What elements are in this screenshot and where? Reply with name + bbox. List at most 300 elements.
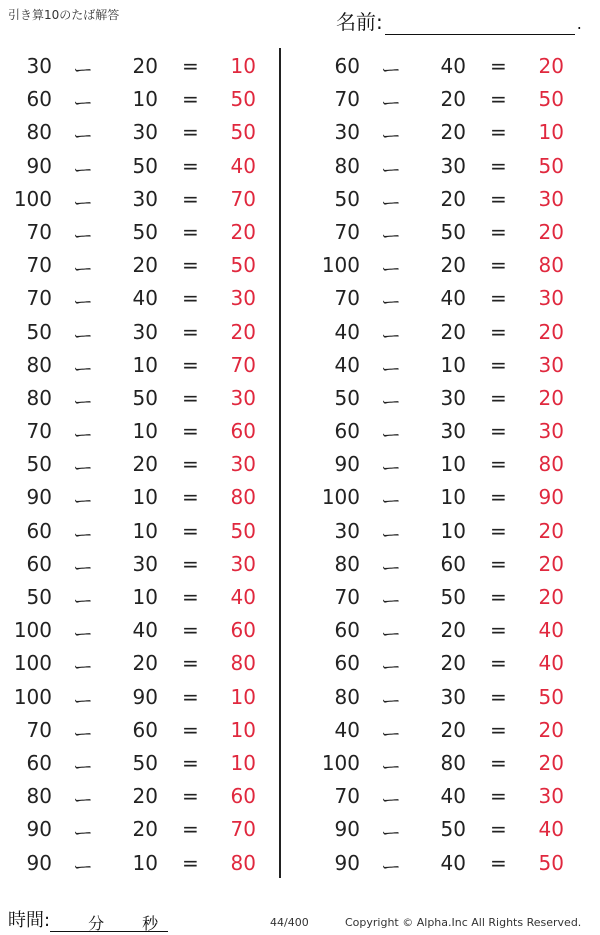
minus-sign: ー [381, 589, 401, 613]
problem-row [316, 380, 586, 413]
minus-sign: ー [73, 356, 93, 381]
equals-sign: = [490, 651, 507, 676]
subtrahend: 10 [132, 585, 158, 609]
minus-sign: ー [381, 622, 401, 647]
minuend: 80 [334, 153, 360, 178]
subtrahend: 50 [440, 817, 466, 842]
subtrahend: 30 [132, 120, 158, 145]
minus-sign: ー [381, 223, 401, 248]
equals-sign: = [182, 684, 199, 709]
minus-sign: ー [381, 522, 401, 547]
problem-row [8, 645, 278, 678]
equals-sign: = [182, 585, 199, 609]
subtrahend: 20 [440, 319, 466, 344]
problem-row [8, 247, 278, 280]
answer: 40 [538, 618, 564, 643]
problem-row [316, 679, 586, 712]
answer: 60 [230, 784, 256, 809]
minuend: 90 [334, 452, 360, 477]
minus-sign: ー [381, 190, 401, 215]
equals-sign: = [490, 485, 507, 510]
equals-sign: = [490, 551, 507, 576]
column-divider [279, 48, 281, 878]
problem-row [8, 81, 278, 114]
problem-row [8, 314, 278, 347]
problem-row [316, 114, 586, 147]
minuend: 60 [334, 54, 360, 78]
problem-row [316, 413, 586, 446]
subtrahend: 10 [132, 485, 158, 510]
subtrahend: 30 [440, 684, 466, 709]
equals-sign: = [490, 618, 507, 643]
minuend: 80 [26, 120, 52, 145]
equals-sign: = [490, 219, 507, 244]
subtrahend: 20 [132, 784, 158, 809]
equals-sign: = [182, 817, 199, 842]
minus-sign: ー [381, 854, 401, 879]
answer: 20 [538, 750, 564, 775]
answer: 10 [230, 54, 256, 78]
minus-sign: ー [381, 124, 401, 149]
problem-row [316, 479, 586, 512]
minuend: 50 [334, 385, 360, 410]
minuend: 60 [334, 618, 360, 643]
minuend: 60 [334, 419, 360, 444]
subtrahend: 10 [132, 87, 158, 112]
answer: 70 [230, 817, 256, 842]
answer: 70 [230, 352, 256, 377]
answer: 50 [538, 153, 564, 178]
answer: 60 [230, 618, 256, 643]
problem-row [316, 845, 586, 878]
answer: 20 [538, 717, 564, 742]
problem-row [316, 181, 586, 214]
minuend: 60 [26, 87, 52, 112]
equals-sign: = [182, 618, 199, 643]
seconds-label: 秒 [142, 914, 159, 933]
minuend: 100 [13, 618, 52, 643]
answer: 50 [538, 850, 564, 875]
answer: 80 [230, 485, 256, 510]
equals-sign: = [490, 452, 507, 477]
equals-sign: = [182, 186, 199, 211]
subtrahend: 20 [440, 186, 466, 211]
right-problem-column [316, 48, 586, 878]
equals-sign: = [182, 518, 199, 543]
minus-sign: ー [73, 257, 93, 282]
subtrahend: 30 [132, 186, 158, 211]
answer: 40 [538, 651, 564, 676]
subtrahend: 10 [132, 850, 158, 875]
subtrahend: 10 [440, 352, 466, 377]
minus-sign: ー [381, 754, 401, 779]
minus-sign: ー [73, 223, 93, 248]
minus-sign: ー [381, 389, 401, 414]
minuend: 70 [26, 419, 52, 444]
problem-row [316, 811, 586, 844]
equals-sign: = [490, 87, 507, 112]
equals-sign: = [490, 585, 507, 609]
subtrahend: 10 [132, 352, 158, 377]
answer: 10 [230, 684, 256, 709]
equals-sign: = [490, 717, 507, 742]
minus-sign: ー [381, 356, 401, 381]
name-end-mark: . [576, 14, 582, 33]
answer: 10 [230, 717, 256, 742]
problem-row [316, 148, 586, 181]
answer: 50 [538, 87, 564, 112]
subtrahend: 40 [440, 286, 466, 311]
answer: 50 [230, 518, 256, 543]
minuend: 70 [26, 286, 52, 311]
minus-sign: ー [381, 721, 401, 746]
minuend: 100 [321, 750, 360, 775]
minus-sign: ー [381, 58, 401, 82]
equals-sign: = [490, 286, 507, 311]
answer: 30 [230, 452, 256, 477]
subtrahend: 20 [440, 618, 466, 643]
minuend: 30 [26, 54, 52, 78]
equals-sign: = [490, 385, 507, 410]
minuend: 40 [334, 352, 360, 377]
problem-row [8, 479, 278, 512]
answer: 10 [230, 750, 256, 775]
answer: 90 [538, 485, 564, 510]
subtrahend: 40 [440, 784, 466, 809]
minuend: 70 [334, 784, 360, 809]
minuend: 30 [334, 120, 360, 145]
answer: 20 [538, 319, 564, 344]
equals-sign: = [490, 253, 507, 278]
subtrahend: 30 [132, 551, 158, 576]
problem-row [316, 347, 586, 380]
subtrahend: 20 [440, 651, 466, 676]
subtrahend: 50 [132, 750, 158, 775]
minus-sign: ー [73, 124, 93, 149]
problem-row [316, 778, 586, 811]
minuend: 100 [13, 684, 52, 709]
answer: 20 [538, 585, 564, 609]
problem-row [8, 280, 278, 313]
minus-sign: ー [73, 389, 93, 414]
page-number: 44/400 [270, 916, 309, 929]
minus-sign: ー [73, 91, 93, 116]
minuend: 60 [334, 651, 360, 676]
minus-sign: ー [73, 655, 93, 680]
answer: 30 [230, 551, 256, 576]
equals-sign: = [182, 850, 199, 875]
minus-sign: ー [73, 423, 93, 448]
problem-row [316, 546, 586, 579]
equals-sign: = [182, 319, 199, 344]
problem-row [316, 214, 586, 247]
subtrahend: 20 [132, 651, 158, 676]
minus-sign: ー [381, 423, 401, 448]
problem-row [316, 745, 586, 778]
minus-sign: ー [73, 489, 93, 514]
minus-sign: ー [73, 721, 93, 746]
equals-sign: = [182, 286, 199, 311]
equals-sign: = [182, 419, 199, 444]
problem-row [8, 148, 278, 181]
subtrahend: 40 [440, 54, 466, 78]
minuend: 70 [26, 717, 52, 742]
minus-sign: ー [73, 190, 93, 215]
equals-sign: = [490, 153, 507, 178]
name-label: 名前: [336, 10, 383, 34]
minus-sign: ー [381, 157, 401, 182]
equals-sign: = [490, 850, 507, 875]
problem-row [8, 679, 278, 712]
minuend: 70 [26, 219, 52, 244]
minuend: 100 [13, 651, 52, 676]
equals-sign: = [182, 87, 199, 112]
minus-sign: ー [73, 323, 93, 348]
copyright-notice: Copyright © Alpha.Inc All Rights Reserved. [345, 916, 582, 929]
subtrahend: 50 [440, 219, 466, 244]
equals-sign: = [182, 452, 199, 477]
problem-row [316, 712, 586, 745]
subtrahend: 40 [132, 618, 158, 643]
problem-row [8, 546, 278, 579]
equals-sign: = [182, 385, 199, 410]
problem-row [316, 314, 586, 347]
subtrahend: 30 [440, 419, 466, 444]
answer: 50 [230, 87, 256, 112]
name-blank-line [385, 16, 575, 35]
minus-sign: ー [73, 589, 93, 613]
minus-sign: ー [73, 821, 93, 846]
minuend: 90 [334, 817, 360, 842]
equals-sign: = [182, 120, 199, 145]
equals-sign: = [182, 219, 199, 244]
minus-sign: ー [73, 688, 93, 713]
subtrahend: 40 [132, 286, 158, 311]
answer: 60 [230, 419, 256, 444]
subtrahend: 20 [132, 817, 158, 842]
problem-row [8, 811, 278, 844]
answer: 20 [230, 219, 256, 244]
problem-row [316, 280, 586, 313]
problem-row [8, 214, 278, 247]
name-field-area [336, 6, 582, 35]
problem-row [8, 579, 278, 612]
equals-sign: = [490, 784, 507, 809]
problem-row [8, 712, 278, 745]
minutes-label: 分 [88, 914, 105, 933]
problem-row [8, 845, 278, 878]
minuend: 90 [26, 817, 52, 842]
answer: 10 [538, 120, 564, 145]
answer: 30 [230, 286, 256, 311]
answer: 30 [538, 352, 564, 377]
problem-row [316, 81, 586, 114]
minuend: 80 [26, 385, 52, 410]
equals-sign: = [182, 54, 199, 78]
problem-row [316, 48, 586, 81]
problem-row [316, 612, 586, 645]
equals-sign: = [490, 186, 507, 211]
answer: 30 [538, 286, 564, 311]
equals-sign: = [182, 253, 199, 278]
subtrahend: 20 [440, 253, 466, 278]
minus-sign: ー [73, 754, 93, 779]
answer: 30 [538, 784, 564, 809]
minuend: 40 [334, 319, 360, 344]
equals-sign: = [182, 717, 199, 742]
minuend: 100 [321, 485, 360, 510]
problem-row [8, 778, 278, 811]
minuend: 50 [26, 452, 52, 477]
answer: 20 [230, 319, 256, 344]
problem-row [8, 48, 278, 81]
answer: 70 [230, 186, 256, 211]
minuend: 60 [26, 750, 52, 775]
answer: 30 [230, 385, 256, 410]
answer: 30 [538, 419, 564, 444]
minuend: 40 [334, 717, 360, 742]
minuend: 80 [26, 352, 52, 377]
equals-sign: = [182, 485, 199, 510]
minus-sign: ー [73, 290, 93, 315]
subtrahend: 10 [132, 518, 158, 543]
answer: 40 [230, 153, 256, 178]
problem-row [316, 579, 586, 612]
problem-row [8, 446, 278, 479]
left-problem-column [8, 48, 278, 878]
subtrahend: 10 [132, 419, 158, 444]
minuend: 90 [26, 850, 52, 875]
worksheet-title: 引き算10のたば解答 [8, 8, 120, 22]
minuend: 80 [334, 684, 360, 709]
minus-sign: ー [73, 854, 93, 879]
equals-sign: = [490, 54, 507, 78]
minus-sign: ー [73, 58, 93, 82]
time-label: 時間: [8, 910, 51, 931]
subtrahend: 10 [440, 452, 466, 477]
answer: 40 [230, 585, 256, 609]
minuend: 80 [334, 551, 360, 576]
minus-sign: ー [381, 788, 401, 813]
subtrahend: 20 [440, 87, 466, 112]
subtrahend: 90 [132, 684, 158, 709]
subtrahend: 50 [440, 585, 466, 609]
equals-sign: = [182, 651, 199, 676]
answer: 50 [230, 120, 256, 145]
subtrahend: 60 [440, 551, 466, 576]
minuend: 50 [334, 186, 360, 211]
minuend: 60 [26, 551, 52, 576]
equals-sign: = [490, 750, 507, 775]
answer: 50 [230, 253, 256, 278]
problem-row [8, 347, 278, 380]
subtrahend: 20 [132, 452, 158, 477]
subtrahend: 50 [132, 385, 158, 410]
subtrahend: 20 [440, 717, 466, 742]
subtrahend: 30 [440, 153, 466, 178]
equals-sign: = [182, 153, 199, 178]
minuend: 70 [334, 219, 360, 244]
answer: 80 [230, 651, 256, 676]
minuend: 90 [26, 485, 52, 510]
problem-row [8, 612, 278, 645]
equals-sign: = [490, 817, 507, 842]
subtrahend: 30 [132, 319, 158, 344]
minuend: 70 [334, 87, 360, 112]
minus-sign: ー [73, 456, 93, 481]
minus-sign: ー [381, 456, 401, 481]
problem-row [8, 413, 278, 446]
minuend: 100 [13, 186, 52, 211]
minuend: 90 [334, 850, 360, 875]
subtrahend: 80 [440, 750, 466, 775]
subtrahend: 10 [440, 518, 466, 543]
answer: 20 [538, 551, 564, 576]
problem-row [8, 745, 278, 778]
minus-sign: ー [381, 290, 401, 315]
equals-sign: = [182, 784, 199, 809]
answer: 80 [538, 253, 564, 278]
minus-sign: ー [381, 323, 401, 348]
minus-sign: ー [381, 655, 401, 680]
answer: 20 [538, 518, 564, 543]
subtrahend: 20 [132, 54, 158, 78]
subtrahend: 40 [440, 850, 466, 875]
problem-row [8, 114, 278, 147]
equals-sign: = [490, 419, 507, 444]
equals-sign: = [182, 551, 199, 576]
problem-row [316, 446, 586, 479]
problem-row [316, 247, 586, 280]
minuend: 100 [321, 253, 360, 278]
problem-row [8, 181, 278, 214]
answer: 50 [538, 684, 564, 709]
subtrahend: 50 [132, 153, 158, 178]
problem-row [316, 645, 586, 678]
minus-sign: ー [381, 91, 401, 116]
problem-row [316, 513, 586, 546]
minuend: 90 [26, 153, 52, 178]
minus-sign: ー [381, 555, 401, 580]
minuend: 60 [26, 518, 52, 543]
subtrahend: 20 [440, 120, 466, 145]
minus-sign: ー [381, 489, 401, 514]
answer: 20 [538, 385, 564, 410]
minus-sign: ー [73, 788, 93, 813]
problem-row [8, 380, 278, 413]
answer: 80 [230, 850, 256, 875]
minus-sign: ー [381, 821, 401, 846]
minuend: 80 [26, 784, 52, 809]
minuend: 50 [26, 585, 52, 609]
answer: 40 [538, 817, 564, 842]
equals-sign: = [490, 120, 507, 145]
equals-sign: = [490, 352, 507, 377]
answer: 80 [538, 452, 564, 477]
subtrahend: 50 [132, 219, 158, 244]
equals-sign: = [490, 518, 507, 543]
minus-sign: ー [73, 622, 93, 647]
minus-sign: ー [73, 157, 93, 182]
minuend: 50 [26, 319, 52, 344]
subtrahend: 60 [132, 717, 158, 742]
answer: 20 [538, 54, 564, 78]
minus-sign: ー [381, 257, 401, 282]
minus-sign: ー [381, 688, 401, 713]
minuend: 70 [334, 585, 360, 609]
problem-row [8, 513, 278, 546]
minuend: 70 [26, 253, 52, 278]
